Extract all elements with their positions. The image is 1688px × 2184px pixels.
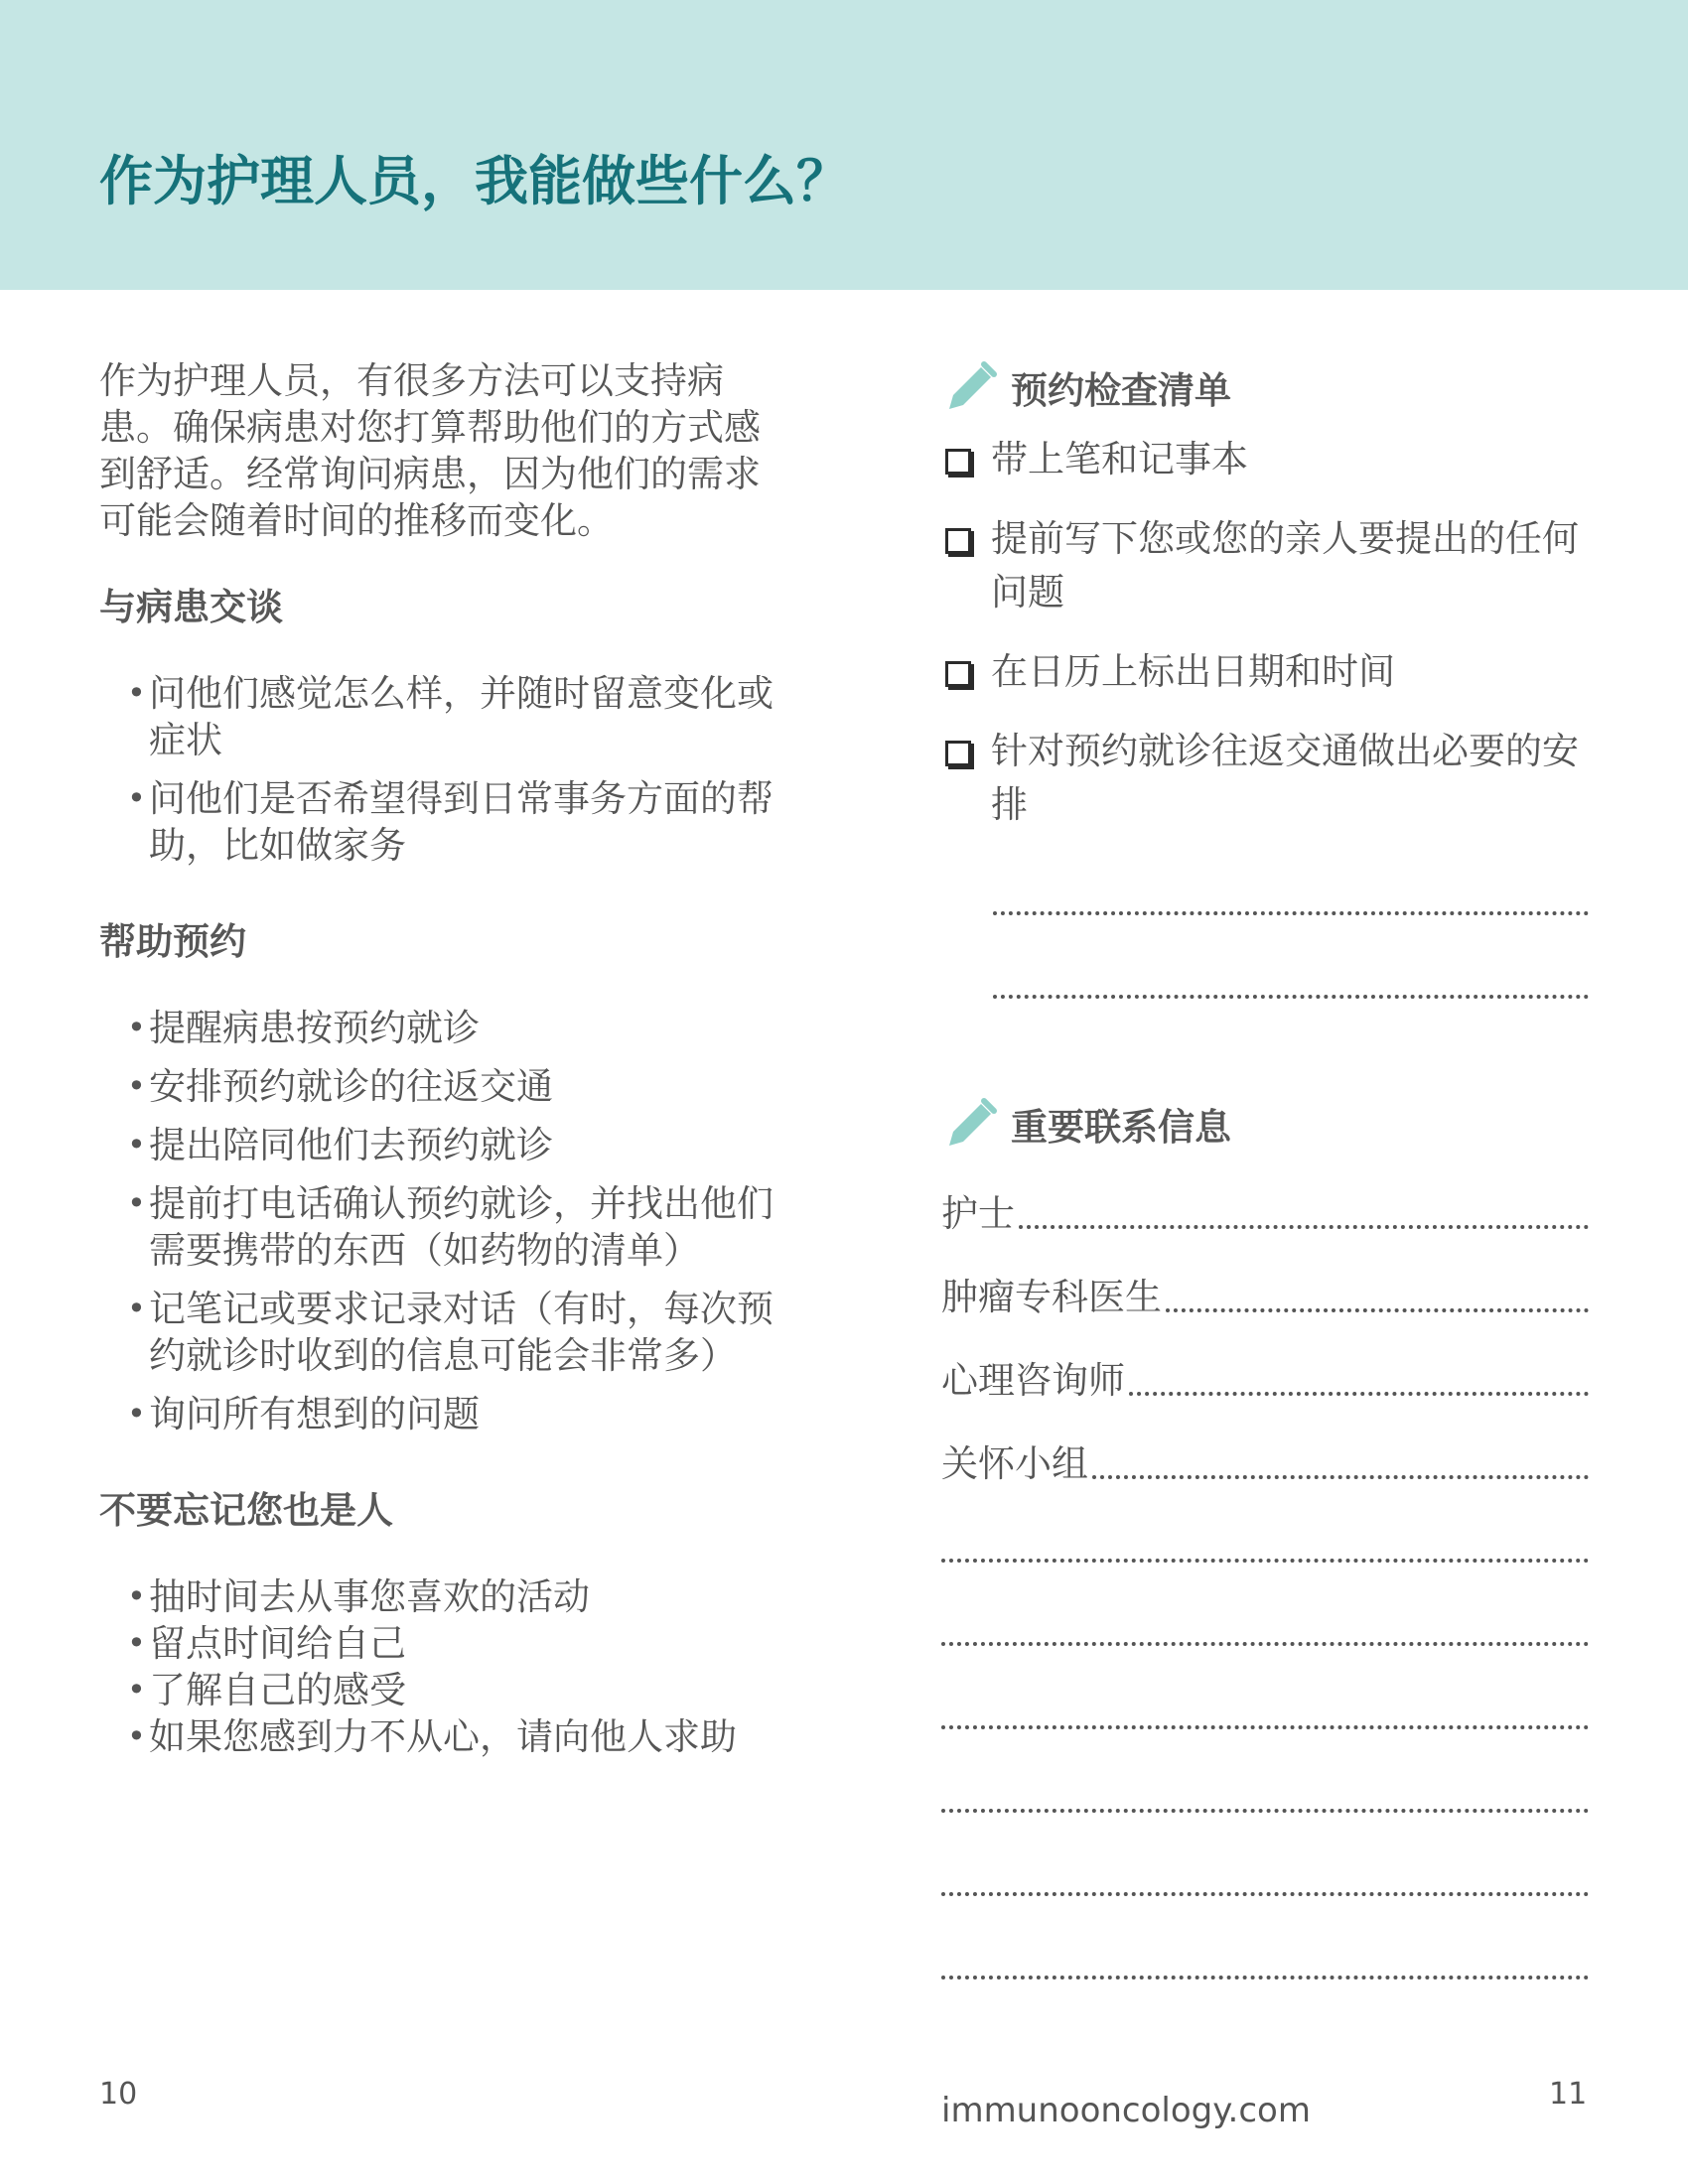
contact-row-blank[interactable] bbox=[941, 1570, 1589, 1654]
blank-line[interactable] bbox=[1129, 1392, 1589, 1396]
contact-row-support-group[interactable]: 关怀小组 bbox=[941, 1404, 1589, 1487]
page-title: 作为护理人员，我能做些什么？ bbox=[99, 150, 850, 212]
blank-line[interactable] bbox=[941, 1976, 1589, 1979]
section-heading-self-care: 不要忘记您也是人 bbox=[99, 1489, 393, 1532]
list-item: • 提醒病患按预约就诊 bbox=[127, 1007, 480, 1049]
bullet-icon: • bbox=[127, 1717, 146, 1755]
appointment-checklist bbox=[941, 433, 1589, 832]
contact-row-blank[interactable] bbox=[941, 1737, 1589, 1821]
list-item: • 记笔记或要求记录对话（有时，每次预约就诊时收到的信息可能会非常多） bbox=[127, 1288, 774, 1377]
list-item: • 询问所有想到的问题 bbox=[127, 1393, 480, 1435]
bullet-icon: • bbox=[127, 779, 146, 817]
list-item: • 了解自己的感受 bbox=[127, 1669, 406, 1711]
bullet-icon: • bbox=[127, 1671, 146, 1708]
blank-line[interactable] bbox=[1019, 1225, 1589, 1229]
bullet-icon: • bbox=[127, 1624, 146, 1662]
section-heading-talk: 与病患交谈 bbox=[99, 586, 283, 628]
talk-list bbox=[99, 670, 774, 869]
self-care-list bbox=[99, 1573, 774, 1760]
list-item: • 提前打电话确认预约就诊，并找出他们需要携带的东西（如药物的清单） bbox=[127, 1182, 774, 1272]
website-link[interactable]: immunooncology.com bbox=[941, 2091, 1311, 2130]
page-number-left: 10 bbox=[99, 2077, 138, 2112]
contact-row-blank[interactable] bbox=[941, 1654, 1589, 1737]
bullet-icon: • bbox=[127, 1067, 146, 1105]
appointments-list bbox=[99, 1005, 774, 1437]
checklist-item[interactable]: 带上笔和记事本 bbox=[941, 433, 1589, 486]
contact-row-blank[interactable] bbox=[941, 1821, 1589, 1904]
checklist-item[interactable]: 在日历上标出日期和时间 bbox=[941, 645, 1589, 699]
checkbox-icon[interactable] bbox=[945, 449, 971, 475]
blank-line[interactable] bbox=[941, 1892, 1589, 1896]
right-column bbox=[941, 357, 1589, 1987]
list-item: • 问他们是否希望得到日常事务方面的帮助，比如做家务 bbox=[127, 777, 774, 867]
contact-row-blank[interactable] bbox=[941, 1904, 1589, 1987]
contact-row-oncologist[interactable]: 肿瘤专科医生 bbox=[941, 1237, 1589, 1320]
list-item: • 安排预约就诊的往返交通 bbox=[127, 1065, 553, 1108]
list-item: • 如果您感到力不从心，请向他人求助 bbox=[127, 1715, 737, 1758]
bullet-icon: • bbox=[127, 1126, 146, 1163]
blank-line[interactable] bbox=[941, 1642, 1589, 1646]
blank-line[interactable] bbox=[1092, 1475, 1589, 1479]
blank-line[interactable] bbox=[941, 1725, 1589, 1729]
list-item: • 留点时间给自己 bbox=[127, 1622, 406, 1665]
bullet-icon: • bbox=[127, 1184, 146, 1222]
blank-line[interactable] bbox=[1166, 1308, 1589, 1312]
contacts-title: 重要联系信息 bbox=[1011, 1106, 1231, 1149]
blank-line[interactable] bbox=[941, 1809, 1589, 1813]
checklist-heading bbox=[941, 357, 1589, 417]
bullet-icon: • bbox=[127, 1577, 146, 1615]
page-number-right: 11 bbox=[1549, 2077, 1588, 2112]
checklist-item[interactable]: 提前写下您或您的亲人要提出的任何问题 bbox=[941, 512, 1589, 619]
checklist-item[interactable]: 针对预约就诊往返交通做出必要的安排 bbox=[941, 725, 1589, 832]
pencil-icon bbox=[941, 359, 997, 415]
intro-paragraph: 作为护理人员，有很多方法可以支持病患。确保病患对您打算帮助他们的方式感到舒适。经常询问病患，因为他们的需求可能会随着时间的推移而变化。 bbox=[99, 359, 761, 542]
bullet-icon: • bbox=[127, 674, 146, 712]
section-heading-appointments: 帮助预约 bbox=[99, 920, 246, 963]
checkbox-icon[interactable] bbox=[945, 528, 971, 554]
checkbox-icon[interactable] bbox=[945, 741, 971, 766]
contact-row-blank[interactable] bbox=[941, 1487, 1589, 1570]
bullet-icon: • bbox=[127, 1395, 146, 1433]
list-item: • 问他们感觉怎么样，并随时留意变化或症状 bbox=[127, 672, 774, 761]
list-item: • 提出陪同他们去预约就诊 bbox=[127, 1124, 553, 1166]
bullet-icon: • bbox=[127, 1290, 146, 1327]
pencil-icon bbox=[941, 1096, 997, 1152]
contacts-list bbox=[941, 1154, 1589, 1987]
contact-row-nurse[interactable]: 护士 bbox=[941, 1154, 1589, 1237]
list-item: • 抽时间去从事您喜欢的活动 bbox=[127, 1575, 590, 1618]
bullet-icon: • bbox=[127, 1009, 146, 1046]
left-column bbox=[99, 357, 774, 1760]
checkbox-icon[interactable] bbox=[945, 661, 971, 687]
blank-line[interactable] bbox=[941, 1559, 1589, 1563]
contact-row-counselor[interactable]: 心理咨询师 bbox=[941, 1320, 1589, 1404]
contacts-heading bbox=[941, 1094, 1589, 1154]
checklist-title: 预约检查清单 bbox=[1011, 369, 1231, 412]
